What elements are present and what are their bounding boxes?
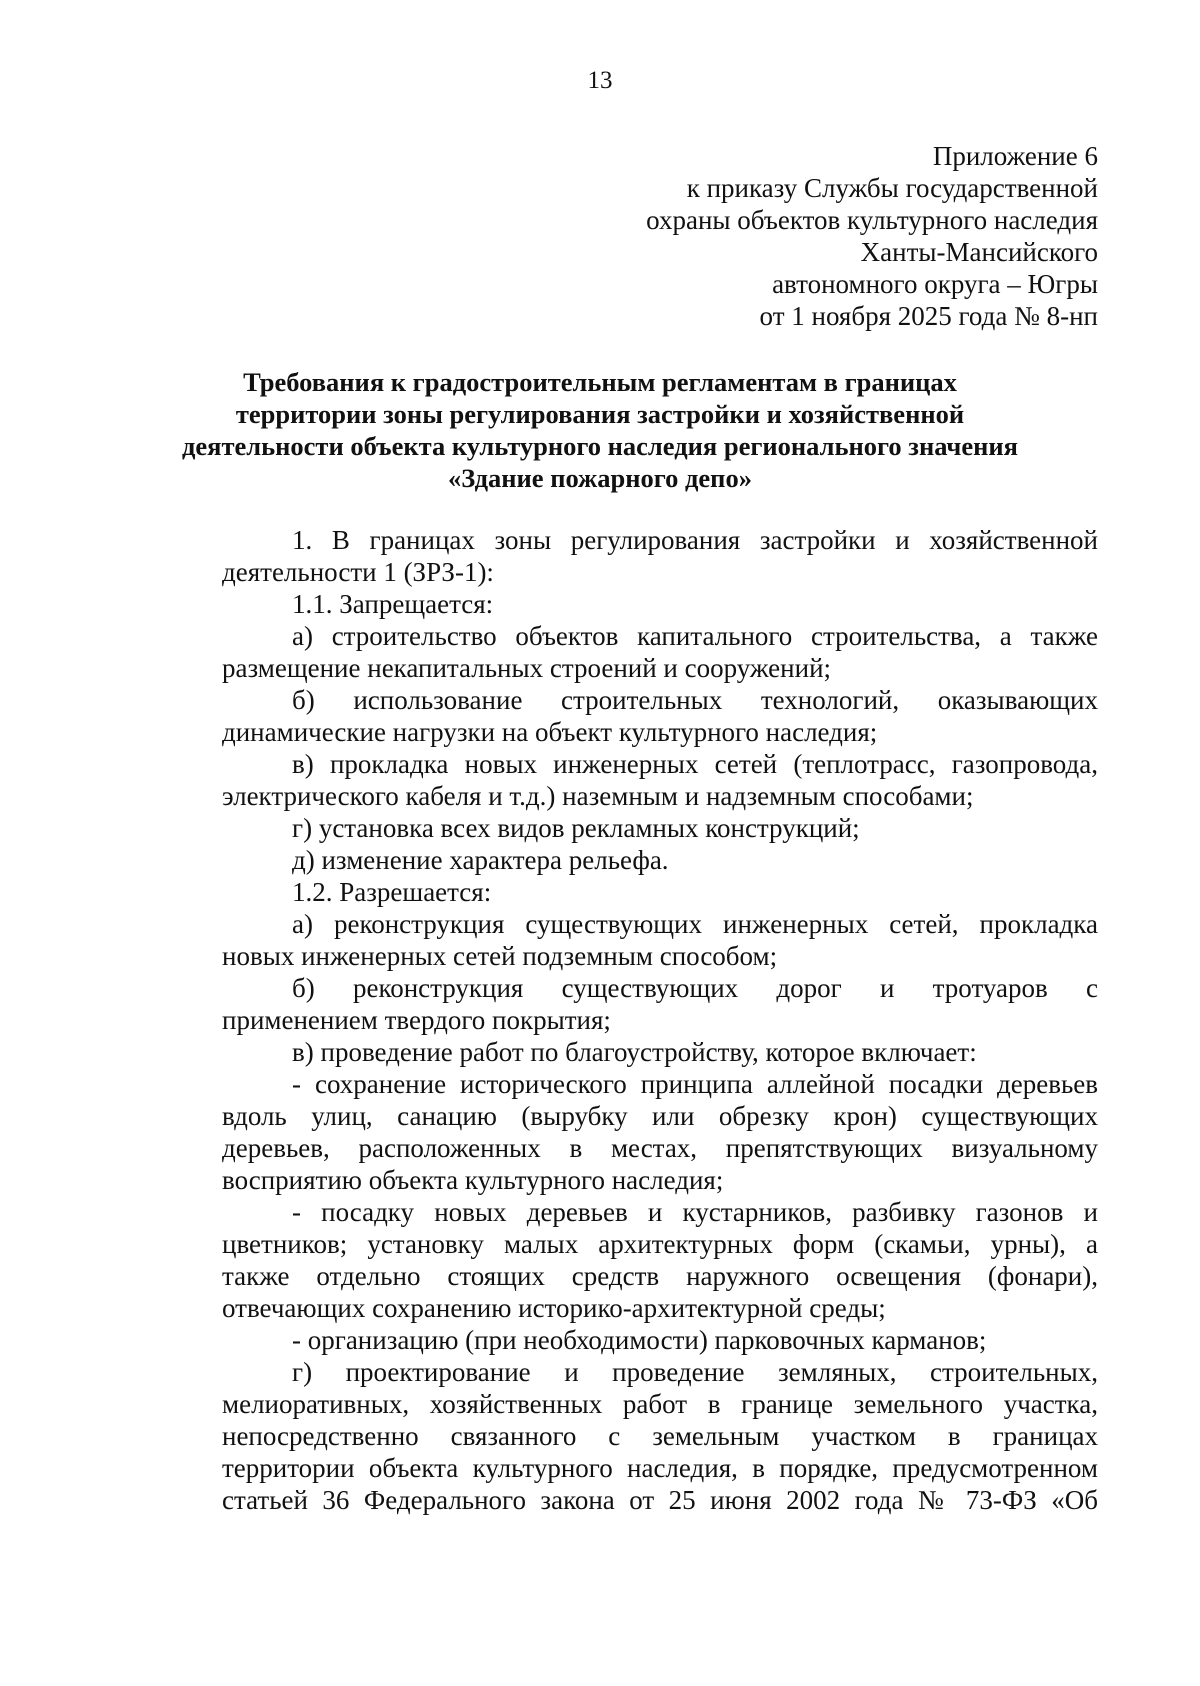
appendix-line: охраны объектов культурного наследия [646,205,1098,235]
paragraph-1-1-v [222,748,1098,812]
title-line: деятельности объекта культурного наследия регионального значения [181,431,1018,461]
appendix-line: от 1 ноября 2025 года № 8-нп [759,301,1098,331]
appendix-header [646,140,1098,332]
text-line: в) проведение работ по благоустройству, которое включает: [292,1037,977,1067]
appendix-line: к приказу Службы государственной [686,173,1098,203]
appendix-line: автономного округа – Югры [772,269,1098,299]
paragraph-1-1-b [222,684,1098,748]
paragraph-landscaping-1 [222,1068,1098,1196]
text-line: также отдельно стоящих средств наружного освещения (фонари), [222,1261,1098,1291]
paragraph-1-2-a [222,908,1098,972]
text-line: размещение некапитальных строений и сооружений; [222,653,832,683]
text-line: новых инженерных сетей подземным способом; [222,941,778,971]
text-line: 1. В границах зоны регулирования застройки и хозяйственной [292,525,1098,555]
document-title [150,366,1050,494]
paragraph-1-1 [222,588,1098,620]
text-line: мелиоративных, хозяйственных работ в границе земельного участка, [222,1389,1098,1419]
text-line: в) прокладка новых инженерных сетей (теплотрасс, газопровода, [292,749,1098,779]
paragraph-1-2 [222,876,1098,908]
paragraph-1-2-v [222,1036,1098,1068]
page-number: 13 [587,67,613,94]
text-line: восприятию объекта культурного наследия; [222,1165,724,1195]
document-body [222,524,1098,1516]
text-line: территории объекта культурного наследия, в порядке, предусмотренном [222,1453,1098,1483]
text-line: б) использование строительных технологий, оказывающих [292,685,1098,715]
text-line: электрического кабеля и т.д.) наземным и надземным способами; [222,781,974,811]
appendix-line: Приложение 6 [932,141,1098,171]
text-line: вдоль улиц, санацию (вырубку или обрезку крон) существующих [222,1101,1098,1131]
text-line: деятельности 1 (ЗРЗ-1): [222,557,494,587]
paragraph-landscaping-3 [222,1324,1098,1356]
text-line: деревьев, расположенных в местах, препятствующих визуальному [222,1133,1098,1163]
paragraph-1-2-b [222,972,1098,1036]
paragraph-1-1-d [222,844,1098,876]
text-line: статьей 36 Федерального закона от 25 июня 2002 года № 73-ФЗ «Об [222,1485,1098,1515]
text-line: - посадку новых деревьев и кустарников, разбивку газонов и [292,1197,1098,1227]
paragraph-1 [222,524,1098,588]
text-line: динамические нагрузки на объект культурного наследия; [222,717,878,747]
text-line: - сохранение исторического принципа аллейной посадки деревьев [292,1069,1098,1099]
text-line: д) изменение характера рельефа. [292,845,669,875]
paragraph-landscaping-2 [222,1196,1098,1324]
title-line: территории зоны регулирования застройки и хозяйственной [235,399,965,429]
paragraph-1-1-g [222,812,1098,844]
text-line: - организацию (при необходимости) парковочных карманов; [292,1325,987,1355]
text-line: г) проектирование и проведение земляных, строительных, [292,1357,1098,1387]
text-line: а) строительство объектов капитального строительства, а также [292,621,1098,651]
text-line: а) реконструкция существующих инженерных сетей, прокладка [292,909,1098,939]
title-line: Требования к градостроительным регламентам в границах [243,367,957,397]
title-line: «Здание пожарного депо» [448,463,752,493]
text-line: непосредственно связанного с земельным участком в границах [222,1421,1098,1451]
paragraph-1-2-g [222,1356,1098,1516]
text-line: применением твердого покрытия; [222,1005,611,1035]
text-line: 1.1. Запрещается: [292,589,494,619]
text-line: б) реконструкция существующих дорог и тротуаров с [292,973,1098,1003]
text-line: г) установка всех видов рекламных конструкций; [292,813,860,843]
paragraph-1-1-a [222,620,1098,684]
appendix-line: Ханты-Мансийского [860,237,1098,267]
text-line: отвечающих сохранению историко-архитектурной среды; [222,1293,886,1323]
text-line: цветников; установку малых архитектурных форм (скамьи, урны), а [222,1229,1098,1259]
text-line: 1.2. Разрешается: [292,877,492,907]
